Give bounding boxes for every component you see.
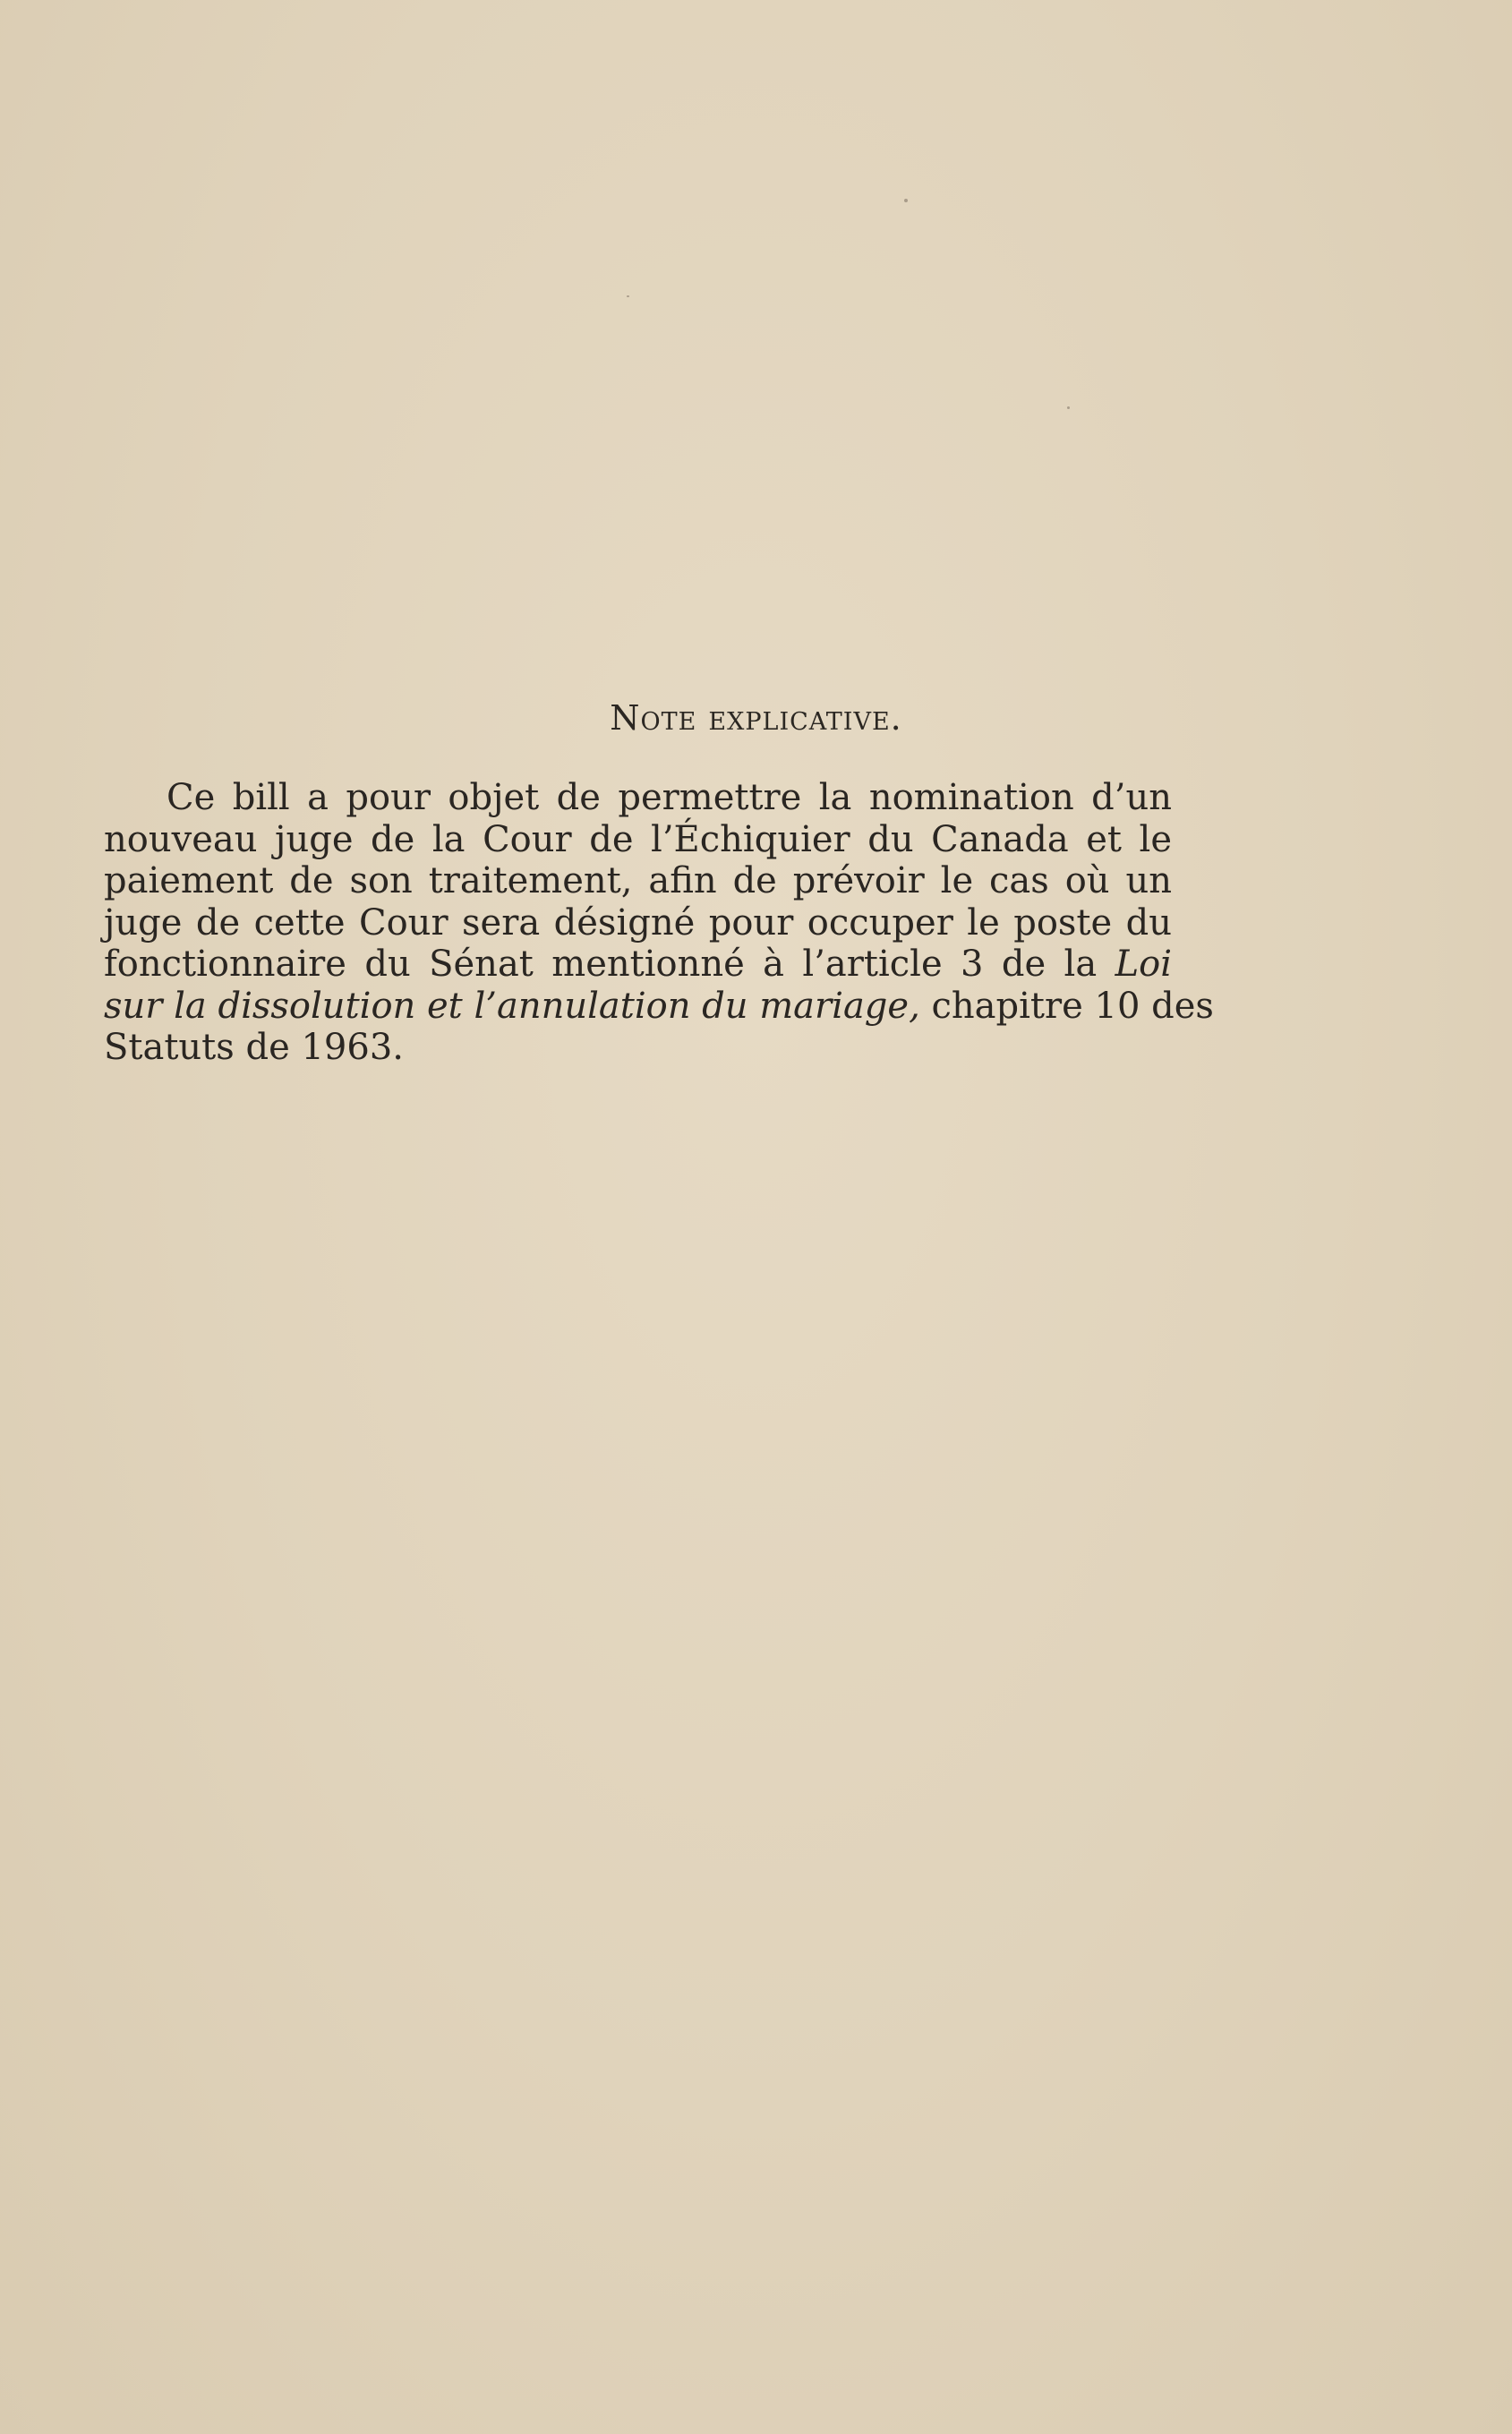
paragraph-line [104, 944, 1172, 986]
paragraph-line: paiement de son traitement, afin de prévoir le cas où un [104, 860, 1172, 901]
act-title-italic: Loi [1115, 944, 1172, 985]
paper-speck [627, 295, 629, 297]
line-text: fonctionnaire du Sénat mentionné à l’article 3 de la [104, 944, 1115, 985]
paragraph-line: Ce bill a pour objet de permettre la nomination d’un [167, 777, 1172, 818]
line-text: chapitre 10 des [919, 985, 1214, 1027]
paper-speck [904, 199, 908, 202]
paragraph-line: Statuts de 1963. [104, 1027, 404, 1068]
note-heading: Note explicative. [610, 698, 902, 738]
act-title-italic: sur la dissolution et l’annulation du mariage, [104, 985, 920, 1027]
paragraph-line: nouveau juge de la Cour de l’Échiquier du Canada et le [104, 818, 1172, 860]
paragraph-line [104, 985, 1214, 1028]
paragraph-line: juge de cette Cour sera désigné pour occuper le poste du [104, 901, 1172, 944]
explanatory-paragraph [104, 777, 1214, 1069]
paper-speck [1067, 406, 1070, 409]
